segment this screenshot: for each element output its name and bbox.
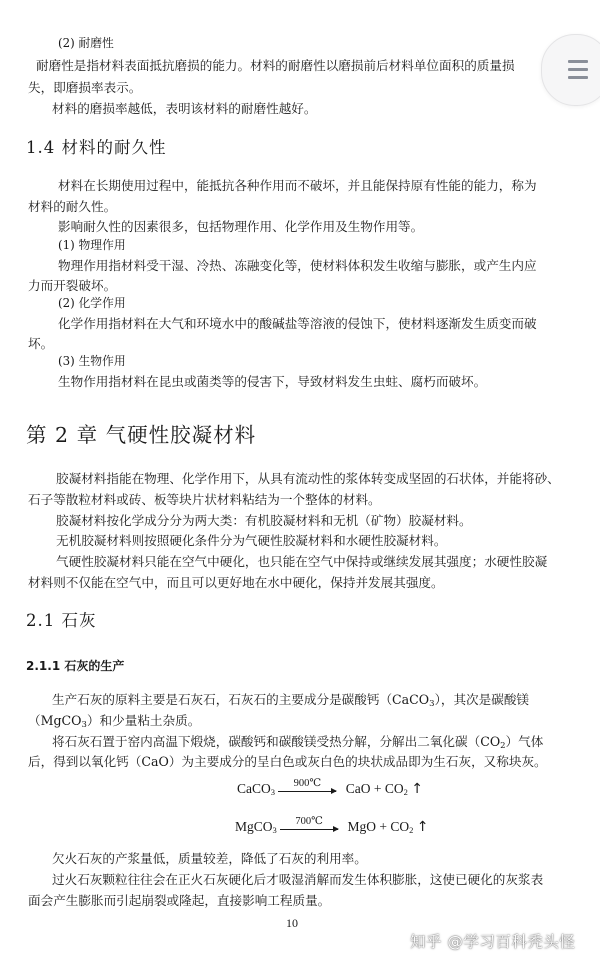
- menu-button[interactable]: [541, 34, 600, 106]
- paragraph-line: 物理作用指材料受干湿、冷热、冻融变化等，使材料体积发生收缩与膨胀，或产生内应: [58, 258, 537, 273]
- reaction-arrow: [280, 818, 344, 832]
- chapter-title: 第 2 章 气硬性胶凝材料: [26, 423, 257, 447]
- paragraph-line: 将石灰石置于窑内高温下煅烧，碳酸钙和碳酸镁受热分解，分解出二氧化碳$(CO_2)$气体: [52, 734, 544, 751]
- paragraph-line: 失，即磨损率表示。: [28, 80, 142, 95]
- paragraph-line: 化学作用指材料在大气和环境水中的酸碱盐等溶液的侵蚀下，使材料逐渐发生质变而破: [58, 316, 537, 331]
- paragraph-line: 胶凝材料按化学成分分为两大类：有机胶凝材料和无机（矿物）胶凝材料。: [56, 513, 472, 528]
- paragraph-line: 材料的磨损率越低，表明该材料的耐磨性越好。: [52, 101, 317, 116]
- paragraph-line: 材料则不仅能在空气中，而且可以更好地在水中硬化，保持并发展其强度。: [28, 575, 444, 590]
- eq-reactant: MgCO$_3$: [235, 819, 277, 835]
- reaction-condition: 900℃: [293, 778, 322, 789]
- paragraph-line: 过火石灰颗粒往往会在正火石灰硬化后才吸湿消解而发生体积膨胀，这使已硬化的灰浆表: [52, 872, 544, 887]
- section-title: 2.1 石灰: [26, 611, 97, 630]
- wear-heading: (2) 耐磨性: [58, 36, 114, 50]
- paragraph-line: 欠火石灰的产浆量低，质量较差，降低了石灰的利用率。: [52, 851, 367, 866]
- section-title: 1.4 材料的耐久性: [26, 138, 167, 157]
- gas-arrow-icon: ↑: [411, 781, 423, 797]
- paragraph-line: 力而开裂破坏。: [28, 278, 117, 293]
- paragraph-line: 气硬性胶凝材料只能在空气中硬化，也只能在空气中保持或继续发展其强度；水硬性胶凝: [56, 554, 548, 569]
- paragraph-line: 影响耐久性的因素很多，包括物理作用、化学作用及生物作用等。: [58, 219, 424, 234]
- eq-products: MgO + $CO_2$ ↑: [347, 819, 429, 835]
- chemical-equation: [237, 780, 423, 797]
- eq-products: CaO + $CO_2$ ↑: [345, 781, 423, 797]
- eq-reactant: CaCO$_3$: [237, 781, 275, 797]
- gas-arrow-icon: ↑: [416, 819, 429, 835]
- paragraph-line: 材料在长期使用过程中，能抵抗各种作用而不破坏，并且能保持原有性能的能力，称为: [58, 178, 537, 193]
- subheading: (1) 物理作用: [58, 238, 126, 252]
- paragraph-line: 石子等散粒材料或砖、板等块片状材料粘结为一个整体的材料。: [28, 492, 381, 507]
- paragraph-line: （MgCO$_3$）和少量粘土杂质。: [28, 713, 201, 730]
- reaction-arrow: [278, 780, 342, 794]
- paragraph-line: 后，得到以氧化钙（CaO）为主要成分的呈白色或灰白色的块状成品即为生石灰，又称块灰。: [28, 754, 547, 769]
- paragraph-line: 耐磨性是指材料表面抵抗磨损的能力。材料的耐磨性以磨损前后材料单位面积的质量损: [36, 58, 515, 73]
- paragraph-line: 材料的耐久性。: [28, 199, 117, 214]
- paragraph-line: 坏。: [28, 336, 54, 351]
- chemical-equation: [235, 818, 429, 835]
- page-number: 10: [286, 916, 298, 930]
- subheading: (3) 生物作用: [58, 354, 126, 368]
- paragraph-line: 面会产生膨胀而引起崩裂或隆起，直接影响工程质量。: [28, 893, 331, 908]
- paragraph-line: 生物作用指材料在昆虫或菌类等的侵害下，导致材料发生虫蛀、腐朽而破坏。: [58, 374, 487, 389]
- subsection-title: 2.1.1 石灰的生产: [26, 659, 125, 673]
- paragraph-line: 无机胶凝材料则按照硬化条件分为气硬性胶凝材料和水硬性胶凝材料。: [56, 533, 447, 548]
- paragraph-line: 生产石灰的原料主要是石灰石，石灰石的主要成分是碳酸钙（CaCO$_3$），其次是碳酸镁: [52, 692, 530, 709]
- watermark: 知乎 @学习百科秃头怪: [410, 933, 576, 951]
- paragraph-line: 胶凝材料指能在物理、化学作用下，从具有流动性的浆体转变成坚固的石状体，并能将砂、: [56, 471, 560, 486]
- subheading: (2) 化学作用: [58, 296, 126, 310]
- reaction-condition: 700℃: [295, 816, 323, 827]
